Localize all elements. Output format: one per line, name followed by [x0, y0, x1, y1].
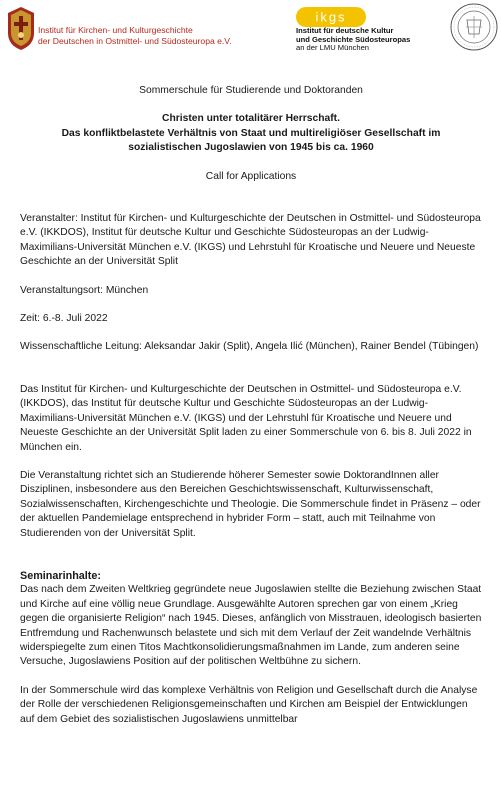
document-title-line2: Das konfliktbelastete Verhältnis von Staat und multireligiöser Gesellschaft im — [61, 127, 441, 139]
ikgs-name-line3: an der LMU München — [296, 43, 370, 53]
document-title-line1: Christen unter totalitärer Herrschaft. — [162, 113, 340, 125]
organizer-paragraph: Veranstalter: Institut für Kirchen- und Kulturgeschichte der Deutschen in Ostmittel- und Südosteuropa e.V. (IKKDOS), Institut für deutsche Kultur und Geschichte Südosteuropas an der Ludwig-Maximilians-Universität München e.V. (IKGS) und Lehrstuhl für Kroatische und Neuere und Neueste Geschichte an der Universität Split — [20, 213, 481, 268]
leadership-paragraph: Wissenschaftliche Leitung: Aleksandar Jakir (Split), Angela Ilić (München), Rainer Bendel (Tübingen) — [20, 341, 479, 353]
ikgs-name-line1: Institut für deutsche Kultur — [296, 26, 394, 35]
audience-paragraph: Die Veranstaltung richtet sich an Studierende höherer Semester sowie DoktorandInnen aller Disziplinen, insbesondere aus den Bereichen Geschichtswissenschaft, Kulturwissenschaft, Sozialwissenschaften, Kirchengeschichte und Theologie. Die Sommerschule findet in Präsenz – oder der aktuellen Pandemielage entsprechend in hybrider Form – statt, auch mit Teilnahme von Studierenden von der Universität Split. — [20, 469, 481, 539]
call-for-applications: Call for Applications — [205, 170, 297, 182]
ikgs-name — [296, 27, 410, 53]
institute-name — [38, 25, 232, 47]
institute-name-line1: Institut für Kirchen- und Kulturgeschichte — [38, 25, 193, 35]
institute-crest-logo — [6, 5, 36, 51]
document-kicker: Sommerschule für Studierende und Doktoranden — [139, 85, 363, 96]
university-seal-logo — [449, 2, 499, 52]
summer-school-paragraph: In der Sommerschule wird das komplexe Verhältnis von Religion und Gesellschaft durch die Analyse der Rolle der verschiedenen Religionsgemeinschaften und Kirchen am Beispiel der Entwicklungen auf dem Gebiet des sozialistischen Jugoslawiens unmittelbar — [20, 684, 478, 725]
document-body — [20, 84, 482, 727]
ikgs-logo-text: ikgs — [315, 9, 347, 25]
page-header — [0, 0, 501, 70]
institute-name-line2: der Deutschen in Ostmittel- und Südosteuropa e.V. — [38, 36, 232, 46]
time-paragraph: Zeit: 6.-8. Juli 2022 — [20, 313, 108, 325]
ikgs-logo — [296, 7, 366, 27]
venue-paragraph: Veranstaltungsort: München — [20, 284, 149, 296]
ikgs-name-line2: und Geschichte Südosteuropas — [296, 34, 411, 44]
section-heading: Seminarinhalte: — [20, 569, 101, 582]
seminar-content-paragraph: Das nach dem Zweiten Weltkrieg gegründete neue Jugoslawien stellte die Beziehung zwischen Staat und Kirche auf eine völlig neue Grundlage. Ausgewählte Autoren sprechen gar von einem „Krieg gegen die organisierte Religion“ nach 1945. Dieses, anfänglich von Misstrauen, ideologisch basierten Entfremdung und Rachenwunsch belastete und sich mit dem Verlauf der Zeit wandelnde Verhältnis widerspiegelte zum einen Titos Machtkonsolidierungsmaßnahmen im Lande, zum anderen seine Versuche, Jugoslawiens Position auf der politischen Weltbühne zu sichern. — [20, 584, 482, 668]
document-title-line3: sozialistischen Jugoslawien von 1945 bis ca. 1960 — [128, 142, 374, 154]
invitation-paragraph: Das Institut für Kirchen- und Kulturgeschichte der Deutschen in Ostmittel- und Südosteuropa e.V. (IKKDOS), das Institut für deutsche Kultur und Geschichte Südosteuropas an der Ludwig-Maximilians-Universität München e.V. (IKGS) und der Lehrstuhl für Kroatische und Neuere und Neueste Geschichte an der Universität Split laden zu einer Sommerschule von 6. bis 8. Juli 2022 in München ein. — [20, 383, 472, 453]
